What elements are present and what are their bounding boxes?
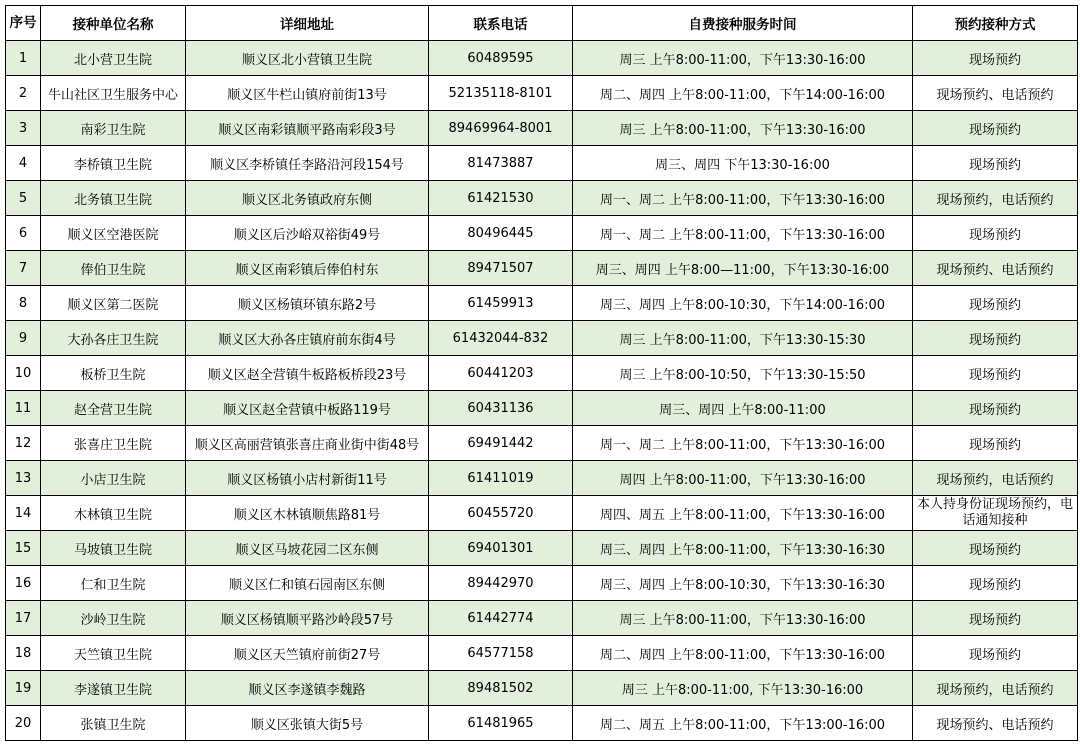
cell-name: 李遂镇卫生院 <box>41 671 186 706</box>
cell-address: 顺义区杨镇顺平路沙岭段57号 <box>186 601 429 636</box>
table-row <box>6 531 1078 566</box>
cell-seq: 18 <box>6 636 41 671</box>
cell-method: 现场预约 <box>913 41 1078 76</box>
cell-address: 顺义区马坡花园二区东侧 <box>186 531 429 566</box>
cell-seq: 3 <box>6 111 41 146</box>
cell-address: 顺义区张镇大街5号 <box>186 706 429 741</box>
cell-time: 周三、周四 下午13:30-16:00 <box>573 146 913 181</box>
header-phone: 联系电话 <box>429 6 573 41</box>
cell-phone: 60455720 <box>429 496 573 531</box>
cell-seq: 16 <box>6 566 41 601</box>
cell-phone: 61481965 <box>429 706 573 741</box>
cell-seq: 12 <box>6 426 41 461</box>
table-row <box>6 216 1078 251</box>
cell-method: 现场预约 <box>913 566 1078 601</box>
cell-name: 板桥卫生院 <box>41 356 186 391</box>
cell-address: 顺义区北务镇政府东侧 <box>186 181 429 216</box>
cell-method: 现场预约 <box>913 146 1078 181</box>
cell-seq: 11 <box>6 391 41 426</box>
cell-time: 周二、周五 上午8:00-11:00，下午13:00-16:00 <box>573 706 913 741</box>
cell-address: 顺义区后沙峪双裕街49号 <box>186 216 429 251</box>
cell-name: 大孙各庄卫生院 <box>41 321 186 356</box>
cell-phone: 89471507 <box>429 251 573 286</box>
cell-phone: 60431136 <box>429 391 573 426</box>
cell-time: 周一、周二 上午8:00-11:00，下午13:30-16:00 <box>573 181 913 216</box>
cell-seq: 6 <box>6 216 41 251</box>
cell-seq: 20 <box>6 706 41 741</box>
cell-seq: 8 <box>6 286 41 321</box>
header-name: 接种单位名称 <box>41 6 186 41</box>
cell-time: 周三、周四 上午8:00-11:00，下午13:30-16:30 <box>573 531 913 566</box>
cell-name: 沙岭卫生院 <box>41 601 186 636</box>
cell-phone: 61442774 <box>429 601 573 636</box>
cell-name: 北务镇卫生院 <box>41 181 186 216</box>
cell-phone: 89442970 <box>429 566 573 601</box>
cell-time: 周四 上午8:00-11:00，下午13:30-16:00 <box>573 461 913 496</box>
cell-phone: 61421530 <box>429 181 573 216</box>
cell-name: 木林镇卫生院 <box>41 496 186 531</box>
cell-name: 张镇卫生院 <box>41 706 186 741</box>
cell-method: 现场预约、电话预约 <box>913 76 1078 111</box>
cell-time: 周二、周四 上午8:00-11:00，下午14:00-16:00 <box>573 76 913 111</box>
cell-phone: 80496445 <box>429 216 573 251</box>
cell-name: 赵全营卫生院 <box>41 391 186 426</box>
cell-seq: 4 <box>6 146 41 181</box>
cell-time: 周三、周四 上午8:00-10:30，下午13:30-16:30 <box>573 566 913 601</box>
cell-seq: 10 <box>6 356 41 391</box>
cell-method: 现场预约 <box>913 356 1078 391</box>
cell-address: 顺义区高丽营镇张喜庄商业街中街48号 <box>186 426 429 461</box>
header-time: 自费接种服务时间 <box>573 6 913 41</box>
table-header-row <box>6 6 1078 41</box>
header-address: 详细地址 <box>186 6 429 41</box>
table-row <box>6 426 1078 461</box>
cell-time: 周一、周二 上午8:00-11:00，下午13:30-16:00 <box>573 216 913 251</box>
cell-seq: 9 <box>6 321 41 356</box>
table-row <box>6 601 1078 636</box>
cell-seq: 14 <box>6 496 41 531</box>
cell-seq: 7 <box>6 251 41 286</box>
cell-method: 现场预约 <box>913 531 1078 566</box>
cell-seq: 15 <box>6 531 41 566</box>
cell-address: 顺义区天竺镇府前街27号 <box>186 636 429 671</box>
cell-phone: 52135118-8101 <box>429 76 573 111</box>
table-row <box>6 286 1078 321</box>
cell-address: 顺义区北小营镇卫生院 <box>186 41 429 76</box>
cell-phone: 61411019 <box>429 461 573 496</box>
cell-seq: 2 <box>6 76 41 111</box>
cell-address: 顺义区牛栏山镇府前街13号 <box>186 76 429 111</box>
table-row <box>6 111 1078 146</box>
cell-address: 顺义区南彩镇顺平路南彩段3号 <box>186 111 429 146</box>
cell-name: 顺义区空港医院 <box>41 216 186 251</box>
table-row <box>6 636 1078 671</box>
cell-phone: 61459913 <box>429 286 573 321</box>
cell-method: 现场预约，电话预约 <box>913 671 1078 706</box>
cell-time: 周三 上午8:00-11:00，下午13:30-16:00 <box>573 111 913 146</box>
table-row <box>6 146 1078 181</box>
cell-time: 周三 上午8:00-10:50，下午13:30-15:50 <box>573 356 913 391</box>
cell-method: 现场预约 <box>913 321 1078 356</box>
header-method: 预约接种方式 <box>913 6 1078 41</box>
cell-time: 周三 上午8:00-11:00，下午13:30-15:30 <box>573 321 913 356</box>
cell-method: 现场预约 <box>913 426 1078 461</box>
cell-seq: 19 <box>6 671 41 706</box>
table-row <box>6 461 1078 496</box>
cell-seq: 5 <box>6 181 41 216</box>
table-row <box>6 251 1078 286</box>
cell-name: 马坡镇卫生院 <box>41 531 186 566</box>
cell-time: 周三、周四 上午8:00—11:00，下午13:30-16:00 <box>573 251 913 286</box>
cell-name: 牛山社区卫生服务中心 <box>41 76 186 111</box>
cell-name: 北小营卫生院 <box>41 41 186 76</box>
cell-phone: 69491442 <box>429 426 573 461</box>
cell-method: 现场预约 <box>913 391 1078 426</box>
cell-phone: 81473887 <box>429 146 573 181</box>
table-row <box>6 321 1078 356</box>
cell-time: 周三、周四 上午8:00-11:00 <box>573 391 913 426</box>
cell-name: 李桥镇卫生院 <box>41 146 186 181</box>
table-row <box>6 566 1078 601</box>
table-row <box>6 706 1078 741</box>
cell-phone: 69401301 <box>429 531 573 566</box>
cell-method: 现场预约 <box>913 216 1078 251</box>
cell-time: 周三、周四 上午8:00-10:30，下午14:00-16:00 <box>573 286 913 321</box>
table-body <box>6 41 1078 741</box>
table-row <box>6 356 1078 391</box>
cell-method: 现场预约 <box>913 636 1078 671</box>
cell-phone: 61432044-832 <box>429 321 573 356</box>
cell-method: 现场预约、电话预约 <box>913 706 1078 741</box>
header-seq: 序号 <box>6 6 41 41</box>
table-row <box>6 41 1078 76</box>
cell-name: 仁和卫生院 <box>41 566 186 601</box>
cell-name: 顺义区第二医院 <box>41 286 186 321</box>
cell-time: 周一、周二 上午8:00-11:00，下午13:30-16:00 <box>573 426 913 461</box>
vaccination-sites-table <box>5 5 1078 741</box>
cell-seq: 13 <box>6 461 41 496</box>
table-row <box>6 181 1078 216</box>
table-row <box>6 391 1078 426</box>
cell-seq: 1 <box>6 41 41 76</box>
vaccination-sites-table-container <box>5 5 1077 741</box>
table-row <box>6 496 1078 531</box>
cell-method: 现场预约 <box>913 111 1078 146</box>
table-row <box>6 671 1078 706</box>
cell-phone: 60441203 <box>429 356 573 391</box>
cell-phone: 89469964-8001 <box>429 111 573 146</box>
cell-time: 周三 上午8:00-11:00，下午13:30-16:00 <box>573 41 913 76</box>
cell-address: 顺义区南彩镇后俸伯村东 <box>186 251 429 286</box>
cell-phone: 89481502 <box>429 671 573 706</box>
cell-method: 现场预约 <box>913 601 1078 636</box>
cell-method: 本人持身份证现场预约，电话通知接种 <box>913 496 1078 531</box>
cell-method: 现场预约、电话预约 <box>913 251 1078 286</box>
cell-method: 现场预约 <box>913 286 1078 321</box>
cell-address: 顺义区仁和镇石园南区东侧 <box>186 566 429 601</box>
cell-time: 周三 上午8:00-11:00，下午13:30-16:00 <box>573 601 913 636</box>
cell-address: 顺义区赵全营镇牛板路板桥段23号 <box>186 356 429 391</box>
cell-address: 顺义区李桥镇任李路沿河段154号 <box>186 146 429 181</box>
cell-method: 现场预约，电话预约 <box>913 461 1078 496</box>
cell-name: 俸伯卫生院 <box>41 251 186 286</box>
cell-phone: 60489595 <box>429 41 573 76</box>
cell-name: 小店卫生院 <box>41 461 186 496</box>
cell-address: 顺义区大孙各庄镇府前东街4号 <box>186 321 429 356</box>
cell-method: 现场预约，电话预约 <box>913 181 1078 216</box>
cell-time: 周三 上午8:00-11:00, 下午13:30-16:00 <box>573 671 913 706</box>
cell-address: 顺义区杨镇环镇东路2号 <box>186 286 429 321</box>
cell-seq: 17 <box>6 601 41 636</box>
cell-time: 周二、周四 上午8:00-11:00，下午13:30-16:00 <box>573 636 913 671</box>
cell-address: 顺义区李遂镇李魏路 <box>186 671 429 706</box>
table-row <box>6 76 1078 111</box>
cell-address: 顺义区木林镇顺焦路81号 <box>186 496 429 531</box>
cell-name: 张喜庄卫生院 <box>41 426 186 461</box>
cell-address: 顺义区杨镇小店村新街11号 <box>186 461 429 496</box>
cell-address: 顺义区赵全营镇中板路119号 <box>186 391 429 426</box>
cell-time: 周四、周五 上午8:00-11:00，下午13:30-16:00 <box>573 496 913 531</box>
cell-name: 天竺镇卫生院 <box>41 636 186 671</box>
cell-phone: 64577158 <box>429 636 573 671</box>
cell-name: 南彩卫生院 <box>41 111 186 146</box>
